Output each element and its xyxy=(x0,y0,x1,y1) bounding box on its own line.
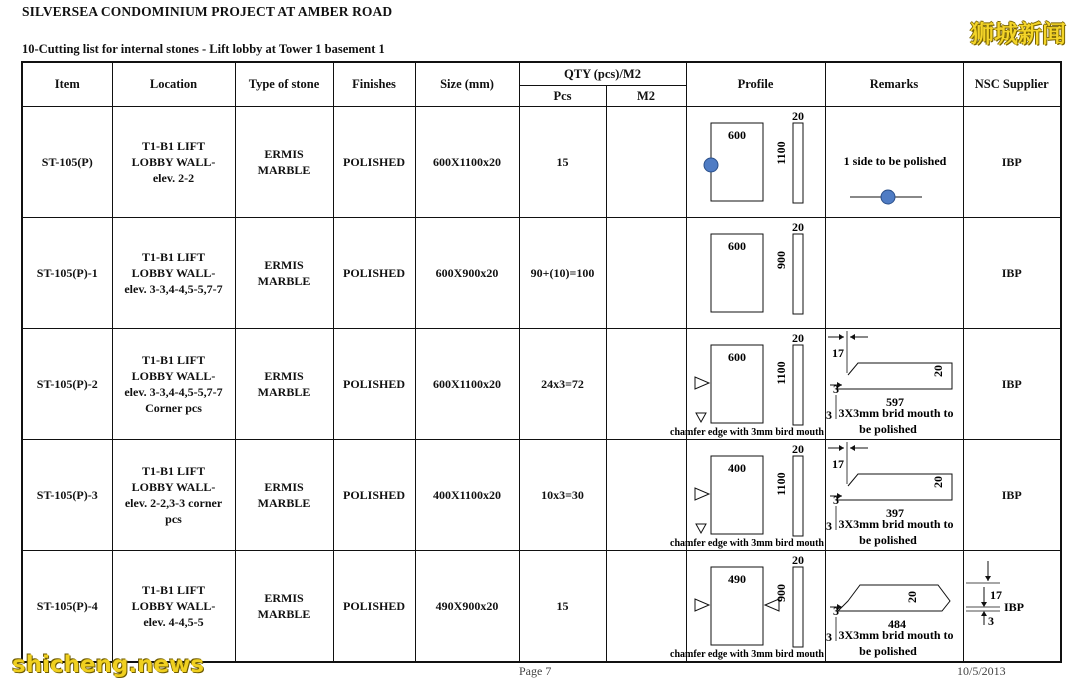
item-cell: ST-105(P)-2 xyxy=(22,328,112,439)
remarks-cell xyxy=(825,217,963,328)
svg-text:chamfer edge with 3mm bird mou: chamfer edge with 3mm bird mouth xyxy=(669,426,824,438)
svg-text:600: 600 xyxy=(727,127,746,142)
stone-type-cell: ERMIS MARBLE xyxy=(235,217,333,328)
svg-text:20: 20 xyxy=(791,552,804,567)
m2-cell xyxy=(606,439,686,550)
svg-text:20: 20 xyxy=(904,590,919,603)
profile-cell xyxy=(669,328,825,439)
col-header-pcs: Pcs xyxy=(519,85,606,106)
svg-text:3: 3 xyxy=(825,518,832,533)
table-row xyxy=(22,106,1061,217)
svg-text:1 side to be polished: 1 side to be polished xyxy=(843,153,946,168)
page-number: Page 7 xyxy=(519,664,552,678)
svg-text:chamfer edge with 3mm bird mou: chamfer edge with 3mm bird mouth xyxy=(669,648,824,660)
cutting-list-table xyxy=(21,61,1062,663)
svg-text:484: 484 xyxy=(887,616,906,631)
pcs-cell: 15 xyxy=(519,106,606,217)
col-header-size: Size (mm) xyxy=(415,62,519,106)
document-title: SILVERSEA CONDOMINIUM PROJECT AT AMBER ROAD xyxy=(22,4,393,19)
svg-text:3: 3 xyxy=(832,492,839,507)
svg-text:3X3mm brid mouth to: 3X3mm brid mouth to xyxy=(837,627,954,642)
size-cell: 600X1100x20 xyxy=(415,328,519,439)
location-cell: T1-B1 LIFT LOBBY WALL- elev. 2-2 xyxy=(112,106,235,217)
table-row xyxy=(22,328,1061,439)
pcs-cell: 15 xyxy=(519,550,606,662)
svg-text:3: 3 xyxy=(987,613,994,628)
m2-cell xyxy=(606,328,686,439)
col-header-m2: M2 xyxy=(606,85,686,106)
remarks-cell xyxy=(825,106,963,217)
svg-text:20: 20 xyxy=(791,330,804,345)
col-header-item: Item xyxy=(22,62,112,106)
profile-cell xyxy=(686,217,825,328)
svg-text:3X3mm brid mouth to: 3X3mm brid mouth to xyxy=(837,516,954,531)
svg-text:600: 600 xyxy=(727,238,746,253)
svg-text:400: 400 xyxy=(727,460,746,475)
svg-text:597: 597 xyxy=(885,394,904,409)
svg-text:17: 17 xyxy=(831,456,844,471)
m2-cell xyxy=(606,106,686,217)
svg-text:1100: 1100 xyxy=(773,471,788,496)
document-subtitle: 10-Cutting list for internal stones - Lift lobby at Tower 1 basement 1 xyxy=(22,42,385,56)
col-header-supplier: NSC Supplier xyxy=(963,62,1061,106)
supplier-dimension-drawing xyxy=(964,551,1062,661)
supplier-cell: IBP xyxy=(963,439,1061,550)
svg-text:900: 900 xyxy=(773,250,788,269)
location-cell: T1-B1 LIFT LOBBY WALL- elev. 3-3,4-4,5-5,7-7 xyxy=(112,217,235,328)
item-cell: ST-105(P)-4 xyxy=(22,550,112,662)
col-header-qty: QTY (pcs)/M2 xyxy=(519,62,686,85)
profile-drawing xyxy=(669,440,826,550)
watermark-logo-top: 狮城新闻 xyxy=(970,20,1066,48)
svg-text:chamfer edge with 3mm bird mou: chamfer edge with 3mm bird mouth xyxy=(669,537,824,549)
m2-cell xyxy=(606,217,686,328)
col-header-remarks: Remarks xyxy=(825,62,963,106)
chamfer-detail-drawing xyxy=(826,551,964,661)
svg-text:be polished: be polished xyxy=(858,532,917,547)
location-cell: T1-B1 LIFT LOBBY WALL- elev. 3-3,4-4,5-5,7-7 Corner pcs xyxy=(112,328,235,439)
pcs-cell: 90+(10)=100 xyxy=(519,217,606,328)
stone-type-cell: ERMIS MARBLE xyxy=(235,550,333,662)
stone-type-cell: ERMIS MARBLE xyxy=(235,328,333,439)
svg-text:1100: 1100 xyxy=(773,360,788,385)
profile-cell xyxy=(669,439,825,550)
svg-text:20: 20 xyxy=(930,364,945,377)
svg-text:20: 20 xyxy=(791,108,804,123)
chamfer-detail-drawing xyxy=(826,440,964,550)
svg-text:IBP: IBP xyxy=(1003,599,1024,614)
col-header-location: Location xyxy=(112,62,235,106)
col-header-type: Type of stone xyxy=(235,62,333,106)
svg-text:20: 20 xyxy=(791,219,804,234)
supplier-cell: IBP xyxy=(963,217,1061,328)
profile-cell xyxy=(686,106,825,217)
size-cell: 490X900x20 xyxy=(415,550,519,662)
finish-cell: POLISHED xyxy=(333,550,415,662)
profile-cell xyxy=(669,550,825,662)
remarks-cell xyxy=(825,328,963,439)
svg-text:3: 3 xyxy=(832,381,839,396)
item-cell: ST-105(P) xyxy=(22,106,112,217)
supplier-cell: IBP xyxy=(963,328,1061,439)
svg-text:be polished: be polished xyxy=(858,421,917,436)
stone-type-cell: ERMIS MARBLE xyxy=(235,106,333,217)
supplier-cell xyxy=(963,550,1061,662)
svg-text:20: 20 xyxy=(791,441,804,456)
table-row xyxy=(22,439,1061,550)
table-row xyxy=(22,217,1061,328)
remarks-cell xyxy=(825,550,963,662)
item-cell: ST-105(P)-3 xyxy=(22,439,112,550)
svg-text:be polished: be polished xyxy=(858,643,917,658)
finish-cell: POLISHED xyxy=(333,328,415,439)
svg-text:3: 3 xyxy=(825,407,832,422)
svg-text:3: 3 xyxy=(825,629,832,644)
svg-text:397: 397 xyxy=(885,505,904,520)
watermark-site-name: shicheng.news xyxy=(12,652,205,678)
table-row xyxy=(22,550,1061,662)
remarks-cell xyxy=(825,439,963,550)
svg-text:17: 17 xyxy=(831,345,844,360)
profile-drawing xyxy=(669,551,826,661)
svg-text:17: 17 xyxy=(989,587,1002,602)
location-cell: T1-B1 LIFT LOBBY WALL- elev. 2-2,3-3 corner pcs xyxy=(112,439,235,550)
svg-text:900: 900 xyxy=(773,583,788,602)
profile-drawing xyxy=(669,329,826,439)
pcs-cell: 10x3=30 xyxy=(519,439,606,550)
profile-drawing xyxy=(687,218,826,328)
svg-text:3X3mm brid mouth to: 3X3mm brid mouth to xyxy=(837,405,954,420)
finish-cell: POLISHED xyxy=(333,106,415,217)
svg-text:3: 3 xyxy=(832,603,839,618)
finish-cell: POLISHED xyxy=(333,217,415,328)
polish-side-marker xyxy=(881,190,895,204)
finish-cell: POLISHED xyxy=(333,439,415,550)
svg-text:20: 20 xyxy=(930,475,945,488)
svg-text:490: 490 xyxy=(727,571,746,586)
pcs-cell: 24x3=72 xyxy=(519,328,606,439)
size-cell: 600X900x20 xyxy=(415,217,519,328)
size-cell: 400X1100x20 xyxy=(415,439,519,550)
col-header-finishes: Finishes xyxy=(333,62,415,106)
m2-cell xyxy=(606,550,686,662)
supplier-cell: IBP xyxy=(963,106,1061,217)
chamfer-detail-drawing xyxy=(826,329,964,439)
polish-side-marker xyxy=(704,158,718,172)
size-cell: 600X1100x20 xyxy=(415,106,519,217)
remarks-drawing xyxy=(826,107,964,217)
profile-drawing xyxy=(687,107,826,217)
svg-text:600: 600 xyxy=(727,349,746,364)
stone-type-cell: ERMIS MARBLE xyxy=(235,439,333,550)
item-cell: ST-105(P)-1 xyxy=(22,217,112,328)
document-date: 10/5/2013 xyxy=(957,664,1006,678)
location-cell: T1-B1 LIFT LOBBY WALL- elev. 4-4,5-5 xyxy=(112,550,235,662)
svg-text:1100: 1100 xyxy=(773,140,788,165)
col-header-profile: Profile xyxy=(686,62,825,106)
